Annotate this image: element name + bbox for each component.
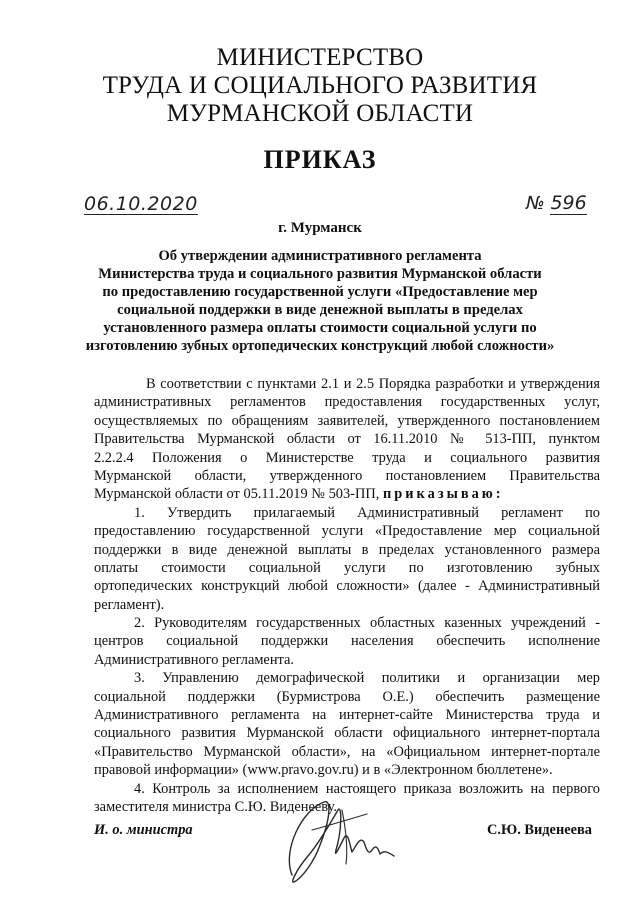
city: г. Мурманск <box>278 220 362 236</box>
item-1-line: ортопедических конструкций любой сложности» (далее - Административный <box>94 578 600 595</box>
item-1-line: поддержки в виде денежной выплаты в пределах установленного размера <box>94 541 600 558</box>
subject-line: по предоставлению государственной услуги «Предоставление мер <box>102 284 538 300</box>
item-3-line: Административного регламента на интернет-сайте Министерства труда и <box>94 707 600 724</box>
ministry-line: МИНИСТЕРСТВО <box>216 44 424 71</box>
item-4-line: заместителя министра С.Ю. Виденееву. <box>94 798 337 815</box>
body-line: В соответствии с пунктами 2.1 и 2.5 Порядка разработки и утверждения <box>146 376 600 392</box>
item-1-line: регламент). <box>94 596 165 613</box>
preamble-end: Мурманской области от 05.11.2019 № 503-ПП, <box>94 486 380 503</box>
item-2-line: 2. Руководителям государственных областных казенных учреждений - <box>134 615 600 632</box>
order-word: приказываю: <box>382 486 504 503</box>
handwritten-signature <box>272 790 412 890</box>
item-1-line: 1. Утвердить прилагаемый Административный регламент по <box>134 504 600 521</box>
number-value: 596 <box>550 192 587 214</box>
order-date: 06.10.2020 <box>84 193 198 215</box>
item-3-line: правовой информации» (www.pravo.gov.ru) и в «Электронном бюллетене». <box>94 762 553 779</box>
body-line: Правительства Мурманской области от 16.11.2010 № 513-ПП, пунктом <box>94 431 600 448</box>
item-3-line: 3. Управлению демографической политики и организации мер <box>134 670 600 687</box>
subject-line: изготовлению зубных ортопедических конструкций любой сложности» <box>85 338 555 354</box>
subject-line: Министерства труда и социального развития Мурманской области <box>98 266 542 282</box>
order-body <box>94 375 600 816</box>
number-sign: № <box>526 193 545 214</box>
order-subject <box>0 247 640 355</box>
document-type-title: ПРИКАЗ <box>263 145 377 174</box>
item-3-line: социального развития Мурманской области официального интернет-портала <box>94 725 600 742</box>
body-line: 2.2.2.4 Положения о Министерстве труда и социального развития <box>94 449 600 466</box>
signatory-name: С.Ю. Виденеева <box>487 822 592 838</box>
ministry-line: МУРМАНСКОЙ ОБЛАСТИ <box>166 100 474 127</box>
body-line <box>94 485 600 503</box>
subject-line: Об утверждении административного регламента <box>158 248 482 264</box>
body-line: осуществляемых по обращениям заявителей, утвержденного постановлением <box>94 412 600 429</box>
ministry-header <box>0 44 640 128</box>
signatory-role: И. о. министра <box>94 822 193 838</box>
item-2-line: центров социальной поддержки населения обеспечить исполнение <box>94 633 600 650</box>
item-1-line: оплаты стоимости социальной услуги по изготовлению зубных <box>94 559 600 576</box>
body-line: Мурманской области, утвержденного постановлением Правительства <box>94 467 600 484</box>
body-line: административных регламентов предоставления государственных услуг, <box>94 394 600 411</box>
subject-line: установленного размера оплаты стоимости социальной услуги по <box>103 320 537 336</box>
item-3-line: социальной поддержки (Бурмистрова О.Е.) обеспечить размещение <box>94 688 600 705</box>
item-1-line: предоставлению государственной услуги «Предоставление мер социальной <box>94 523 600 540</box>
order-number <box>526 192 587 214</box>
ministry-line: ТРУДА И СОЦИАЛЬНОГО РАЗВИТИЯ <box>102 72 538 99</box>
item-4-line: 4. Контроль за исполнением настоящего приказа возложить на первого <box>134 780 600 797</box>
subject-line: социальной поддержки в виде денежной выплаты в пределах <box>117 302 523 318</box>
item-2-line: Административного регламента. <box>94 651 294 668</box>
item-3-line: «Правительство Мурманской области», на «Официальном интернет-портале <box>94 743 600 760</box>
